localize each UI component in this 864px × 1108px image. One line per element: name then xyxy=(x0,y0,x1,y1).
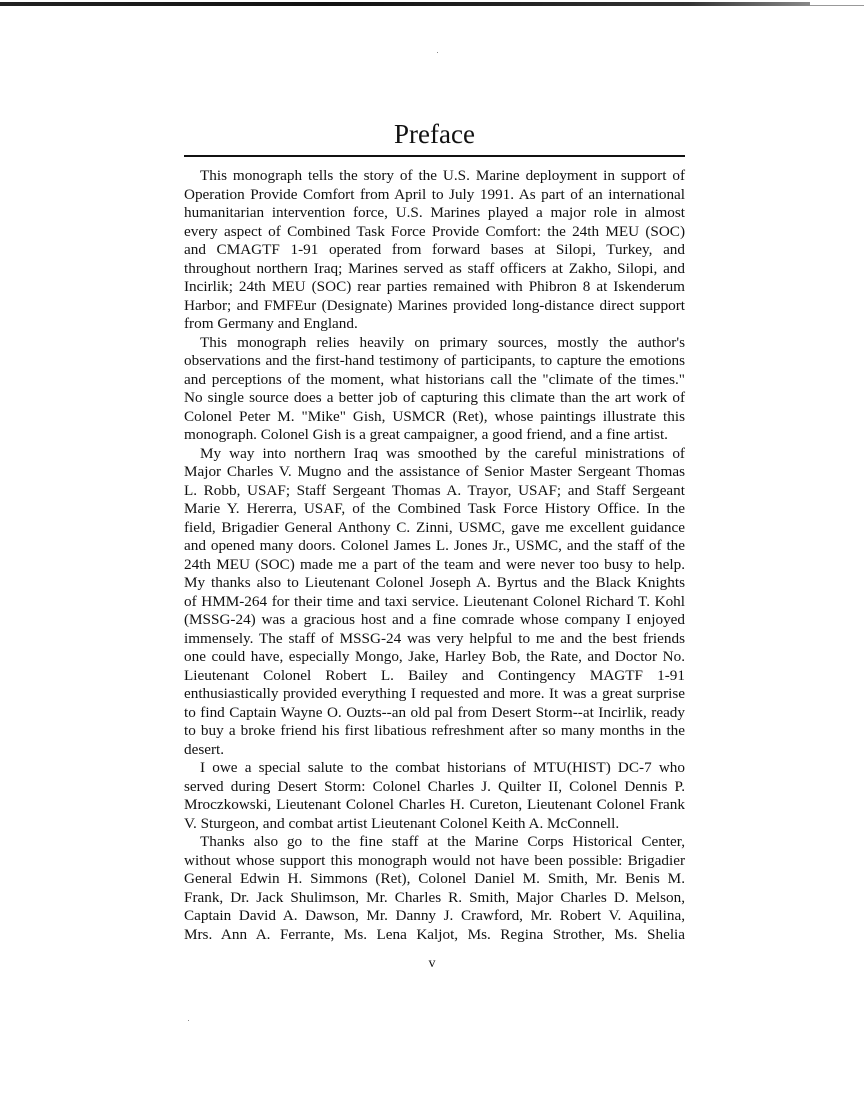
text-line: 24th MEU (SOC) made me a part of the team and were never too busy to help. xyxy=(184,555,685,573)
paragraph xyxy=(184,833,685,944)
text-line: V. Sturgeon, and combat artist Lieutenant Colonel Keith A. McConnell. xyxy=(184,814,620,832)
text-line: monograph. Colonel Gish is a great campaigner, a good friend, and a fine artist. xyxy=(184,426,668,443)
title-rule xyxy=(184,155,685,157)
text-line: throughout northern Iraq; Marines served as staff officers at Zakho, Silopi, and xyxy=(184,259,685,277)
text-line: without whose support this monograph would not have been possible: Brigadier xyxy=(184,851,685,869)
text-line: served during Desert Storm: Colonel Charles J. Quilter II, Colonel Dennis P. xyxy=(184,777,685,795)
text-line: No single source does a better job of capturing this climate than the art work of xyxy=(184,389,685,406)
text-line: Harbor; and FMFEur (Designate) Marines provided long-distance direct support xyxy=(184,296,685,314)
text-line: Thanks also go to the fine staff at the Marine Corps Historical Center, xyxy=(200,833,685,850)
scan-edge-line-tail xyxy=(810,5,864,6)
text-line: Mrs. Ann A. Ferrante, Ms. Lena Kaljot, Ms. Regina Strother, Ms. Shelia xyxy=(184,925,685,943)
text-line: Operation Provide Comfort from April to July 1991. As part of an international xyxy=(184,185,685,203)
text-line: Colonel Peter M. "Mike" Gish, USMCR (Ret), whose paintings illustrate this xyxy=(184,407,685,425)
paragraph xyxy=(184,759,685,833)
text-line: observations and the first-hand testimony of participants, to capture the emotions xyxy=(184,352,685,369)
text-line: L. Robb, USAF; Staff Sergeant Thomas A. Trayor, USAF; and Staff Sergeant xyxy=(184,481,685,499)
text-line: immensely. The staff of MSSG-24 was very helpful to me and the best friends xyxy=(184,629,685,647)
text-line: humanitarian intervention force, U.S. Marines played a major role in almost xyxy=(184,204,685,221)
text-line: General Edwin H. Simmons (Ret), Colonel Daniel M. Smith, Mr. Benis M. xyxy=(184,870,685,887)
text-line: This monograph relies heavily on primary sources, mostly the author's xyxy=(200,333,685,351)
page-title: Preface xyxy=(394,119,475,149)
paragraph xyxy=(184,445,685,760)
text-line: of HMM-264 for their time and taxi service. Lieutenant Colonel Richard T. Kohl xyxy=(184,592,685,610)
text-line: Marie Y. Hererra, USAF, of the Combined Task Force History Office. In the xyxy=(184,500,685,517)
page-number: v xyxy=(428,956,436,971)
text-line: to find Captain Wayne O. Ouzts--an old pal from Desert Storm--at Incirlik, ready xyxy=(184,703,685,721)
text-line: desert. xyxy=(184,740,225,758)
paragraph xyxy=(184,167,685,334)
text-line: This monograph tells the story of the U.S. Marine deployment in support of xyxy=(200,167,685,184)
scan-speck xyxy=(188,1020,189,1021)
scan-speck xyxy=(437,52,438,53)
preface-body xyxy=(184,167,685,944)
text-line: Mroczkowski, Lieutenant Colonel Charles H. Cureton, Lieutenant Colonel Frank xyxy=(184,796,685,813)
text-line: My thanks also to Lieutenant Colonel Joseph A. Byrtus and the Black Knights xyxy=(184,574,685,591)
text-line: one could have, especially Mongo, Jake, Harley Bob, the Rate, and Doctor No. xyxy=(184,648,685,665)
text-line: My way into northern Iraq was smoothed by the careful ministrations of xyxy=(200,444,685,462)
text-line: Frank, Dr. Jack Shulimson, Mr. Charles R. Smith, Major Charles D. Melson, xyxy=(184,888,685,906)
text-line: and opened many doors. Colonel James L. Jones Jr., USMC, and the staff of the xyxy=(184,537,685,554)
text-line: and CMAGTF 1-91 operated from forward bases at Silopi, Turkey, and xyxy=(184,241,685,258)
text-line: from Germany and England. xyxy=(184,315,358,332)
text-line: every aspect of Combined Task Force Provide Comfort: the 24th MEU (SOC) xyxy=(184,222,685,240)
text-line: Captain David A. Dawson, Mr. Danny J. Crawford, Mr. Robert V. Aquilina, xyxy=(184,907,685,924)
text-line: enthusiastically provided everything I requested and more. It was a great surprise xyxy=(184,685,685,702)
text-line: Incirlik; 24th MEU (SOC) rear parties remained with Phibron 8 at Iskenderum xyxy=(184,278,685,295)
text-line: (MSSG-24) was a gracious host and a fine comrade whose company I enjoyed xyxy=(184,611,685,628)
text-line: Major Charles V. Mugno and the assistance of Senior Master Sergeant Thomas xyxy=(184,463,685,480)
text-line: and perceptions of the moment, what historians call the "climate of the times." xyxy=(184,370,685,388)
text-line: I owe a special salute to the combat historians of MTU(HIST) DC-7 who xyxy=(200,759,685,776)
paragraph xyxy=(184,334,685,445)
text-line: Lieutenant Colonel Robert L. Bailey and Contingency MAGTF 1-91 xyxy=(184,666,685,684)
text-line: field, Brigadier General Anthony C. Zinni, USMC, gave me excellent guidance xyxy=(184,518,685,536)
text-line: to buy a broke friend his first libatious refreshment after so many months in the xyxy=(184,722,685,739)
scan-edge-line xyxy=(0,2,810,6)
